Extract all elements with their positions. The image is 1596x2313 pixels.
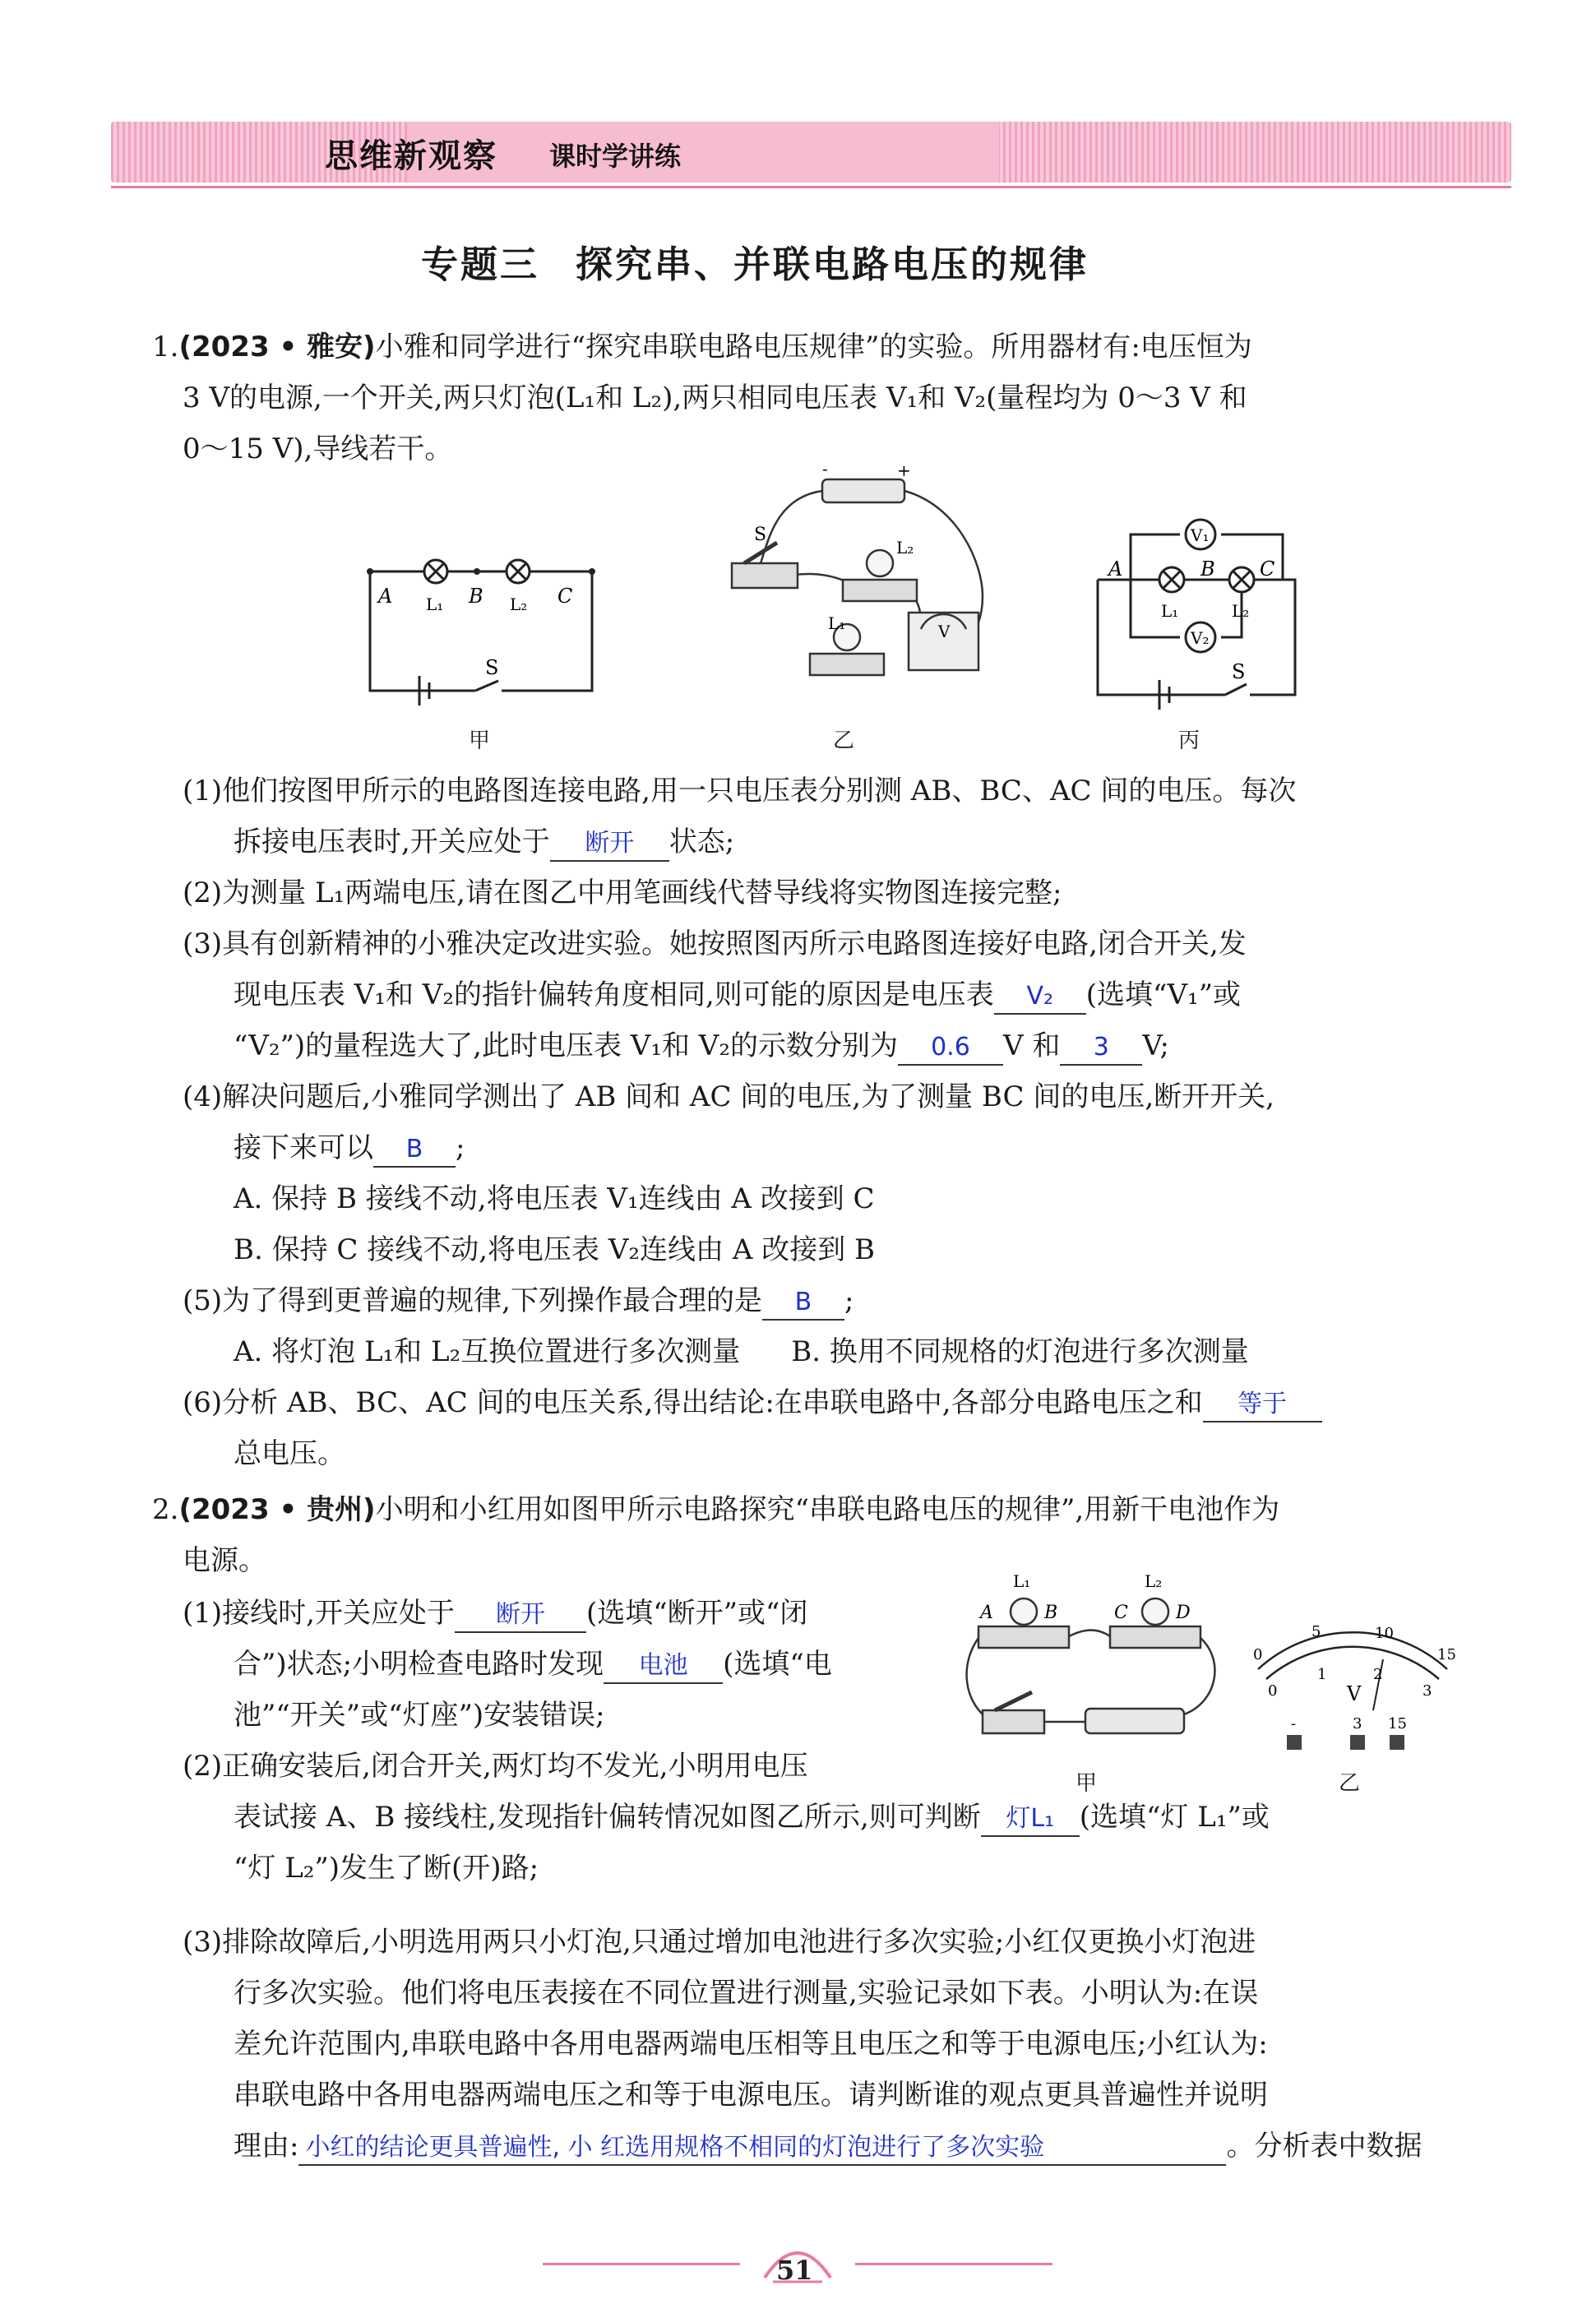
lower-scale-1: 1 bbox=[1317, 1666, 1327, 1683]
q2-part3-line3: 差允许范围内,串联电路中各用电器两端电压相等且电压之和等于电源电压;小红认为: bbox=[234, 2028, 1268, 2061]
terminal-minus: - bbox=[1291, 1715, 1297, 1732]
q1-part5 bbox=[183, 1283, 854, 1321]
label-b: B bbox=[1200, 557, 1215, 581]
q2-part1-text: (1)接线时,开关应处于 bbox=[183, 1597, 455, 1630]
lamp-l2-base bbox=[843, 580, 917, 601]
q1-part6-answer: 等于 bbox=[1203, 1388, 1322, 1422]
q1-part5-answer: B bbox=[762, 1286, 844, 1321]
q2-figure-yi bbox=[1242, 1612, 1464, 1760]
footer-rule-right bbox=[855, 2263, 1052, 2265]
lamp-l1-base bbox=[810, 654, 884, 675]
q1-part3-answer3: 3 bbox=[1060, 1031, 1142, 1066]
terminal-3-post bbox=[1350, 1735, 1365, 1750]
voltmeter-v: V bbox=[938, 622, 951, 641]
q2-part1-line3: 池”“开关”或“灯座”)安装错误; bbox=[234, 1699, 605, 1732]
q2-figure-jia bbox=[962, 1571, 1233, 1776]
node-a bbox=[367, 568, 373, 575]
q1-part3-unit1: V 和 bbox=[1002, 1029, 1061, 1062]
lamp-l1-bulb bbox=[1011, 1598, 1037, 1625]
q1-part3-line3 bbox=[234, 1028, 1169, 1066]
q2-part2-choice: (选填“灯 L₁”或 bbox=[1079, 1801, 1270, 1834]
terminal-15-post bbox=[1390, 1735, 1404, 1750]
q1-part4-tail: ; bbox=[456, 1131, 465, 1164]
q1-part5-tail: ; bbox=[844, 1284, 854, 1317]
battery-minus: - bbox=[822, 465, 828, 479]
q1-figure-bing bbox=[1085, 502, 1340, 740]
topic-heading bbox=[421, 234, 1089, 288]
q1-part1-line2 bbox=[234, 824, 734, 862]
q1-part3-line1: (3)具有创新精神的小雅决定改进实验。她按照图丙所示电路图连接好电路,闭合开关,发 bbox=[183, 928, 1247, 960]
q2-number: 2. bbox=[152, 1493, 179, 1526]
label-l1: L₁ bbox=[828, 613, 846, 633]
unit-v: V bbox=[1347, 1682, 1362, 1705]
label-d: D bbox=[1176, 1603, 1191, 1623]
header-rule bbox=[111, 186, 1511, 188]
q1-part4-option-a: A. 保持 B 接线不动,将电压表 V₁连线由 A 改接到 C bbox=[234, 1182, 875, 1215]
lamp-l1-base bbox=[978, 1626, 1069, 1648]
switch-lever bbox=[995, 1692, 1032, 1710]
q1-part2: (2)为测量 L₁两端电压,请在图乙中用笔画线代替导线将实物图连接完整; bbox=[183, 877, 1062, 909]
label-b: B bbox=[469, 585, 483, 608]
q1-part4-line2 bbox=[234, 1130, 465, 1168]
upper-scale-0: 0 bbox=[1253, 1646, 1263, 1663]
switch-symbol bbox=[475, 681, 498, 691]
q2-part1-line2 bbox=[234, 1646, 832, 1684]
q2-part1-line1 bbox=[183, 1595, 807, 1633]
q2-part2-text: 表试接 A、B 接线柱,发现指针偏转情况如图乙所示,则可判断 bbox=[234, 1801, 981, 1834]
wire-left bbox=[967, 1638, 983, 1714]
q1-stem-line2: 3 V的电源,一个开关,两只灯泡(L₁和 L₂),两只相同电压表 V₁和 V₂(量程均为 0～3 V 和 bbox=[183, 382, 1247, 414]
label-l1: L₁ bbox=[1161, 601, 1179, 621]
q2-part2-line2 bbox=[234, 1799, 1270, 1837]
q1-part6-line1 bbox=[183, 1385, 1322, 1422]
label-s: S bbox=[1232, 660, 1246, 683]
battery-plus: + bbox=[897, 465, 911, 480]
switch-base bbox=[983, 1710, 1044, 1733]
q1-part3-choice: (选填“V₁”或 bbox=[1085, 978, 1242, 1011]
page-number: 51 bbox=[776, 2255, 813, 2286]
upper-scale-10: 10 bbox=[1375, 1625, 1394, 1642]
upper-scale-15: 15 bbox=[1437, 1646, 1456, 1663]
q2-part3-line1: (3)排除故障后,小明选用两只小灯泡,只通过增加电池进行多次实验;小红仅更换小灯泡进 bbox=[183, 1926, 1256, 1959]
q1-number: 1. bbox=[152, 331, 179, 363]
q1-figure-jia-label: 甲 bbox=[469, 729, 491, 753]
q1-source: (2023 • 雅安) bbox=[178, 331, 376, 363]
label-b: B bbox=[1044, 1603, 1058, 1623]
header-subtitle: 课时学讲练 bbox=[549, 141, 682, 172]
q1-stem-text1: 小雅和同学进行“探究串联电路电压规律”的实验。所用器材有:电压恒为 bbox=[375, 331, 1252, 363]
switch-symbol bbox=[1225, 684, 1247, 695]
lamp-l2-bulb bbox=[1142, 1598, 1168, 1625]
q1-stem-line3: 0～15 V),导线若干。 bbox=[183, 433, 453, 465]
header-title: 思维新观察 bbox=[325, 137, 497, 175]
battery-holder bbox=[822, 479, 904, 502]
q2-stem-line2: 电源。 bbox=[183, 1544, 266, 1577]
q1-part1-tail: 状态; bbox=[668, 826, 735, 858]
label-s: S bbox=[754, 525, 767, 545]
terminals bbox=[1287, 1735, 1404, 1750]
q1-part4-answer: B bbox=[373, 1133, 456, 1168]
label-c: C bbox=[557, 585, 573, 608]
q1-figure-yi bbox=[711, 465, 1015, 703]
q2-part3-line4: 串联电路中各用电器两端电压之和等于电源电压。请判断谁的观点更具普遍性并说明 bbox=[234, 2079, 1268, 2112]
q1-part3-line2 bbox=[234, 977, 1241, 1015]
q1-part5-options bbox=[234, 1334, 1249, 1370]
node-c bbox=[589, 568, 595, 575]
dial-arc-inner bbox=[1266, 1647, 1439, 1679]
q1-part3-text2: “V₂”)的量程选大了,此时电压表 V₁和 V₂的示数分别为 bbox=[234, 1029, 898, 1062]
q2-part1-text2: 合”)状态;小明检查电路时发现 bbox=[234, 1648, 604, 1681]
q1-part6-line2: 总电压。 bbox=[234, 1437, 345, 1470]
q2-part1-choice2: (选填“电 bbox=[723, 1648, 832, 1681]
label-a: A bbox=[1108, 557, 1123, 581]
lamp-l2-bulb bbox=[867, 550, 893, 576]
q2-part3-tail: 。分析表中数据 bbox=[1226, 2130, 1423, 2163]
q1-part4-line1: (4)解决问题后,小雅同学测出了 AB 间和 AC 间的电压,为了测量 BC 间的电压,断开开关, bbox=[183, 1080, 1274, 1113]
q2-stem-text1: 小明和小红用如图甲所示电路探究“串联电路电压的规律”,用新干电池作为 bbox=[375, 1493, 1280, 1526]
lower-scale-3: 3 bbox=[1423, 1682, 1432, 1700]
q2-source: (2023 • 贵州) bbox=[178, 1493, 376, 1526]
q1-part3-answer2: 0.6 bbox=[898, 1031, 1003, 1066]
q2-part2-line3: “灯 L₂”)发生了断(开)路; bbox=[234, 1852, 539, 1885]
label-l1: L₁ bbox=[426, 594, 444, 614]
wire-right bbox=[1184, 1638, 1214, 1714]
terminal-3: 3 bbox=[1353, 1715, 1362, 1732]
q1-part5-option-b: B. 换用不同规格的灯泡进行多次测量 bbox=[791, 1335, 1249, 1368]
wire-1 bbox=[761, 491, 822, 563]
lower-scale-2: 2 bbox=[1373, 1666, 1383, 1683]
label-a: A bbox=[980, 1603, 993, 1623]
q2-figure-yi-label: 乙 bbox=[1339, 1771, 1361, 1796]
topic-label: 专题三 bbox=[421, 243, 540, 286]
label-l2: L₂ bbox=[510, 594, 528, 614]
q2-part1-answer2: 电池 bbox=[604, 1649, 723, 1684]
q2-part2-line1: (2)正确安装后,闭合开关,两灯均不发光,小明用电压 bbox=[183, 1750, 808, 1783]
switch-base bbox=[732, 563, 798, 588]
terminal-minus-post bbox=[1287, 1735, 1302, 1750]
q2-part3-line5 bbox=[234, 2128, 1422, 2166]
header-banner bbox=[111, 122, 1511, 183]
terminal-15: 15 bbox=[1388, 1715, 1407, 1732]
q1-figure-bing-label: 丙 bbox=[1178, 729, 1200, 753]
q1-part3-text: 现电压表 V₁和 V₂的指针偏转角度相同,则可能的原因是电压表 bbox=[234, 978, 994, 1011]
q1-part1-text: 拆接电压表时,开关应处于 bbox=[234, 826, 550, 858]
q2-part1-answer1: 断开 bbox=[455, 1598, 586, 1633]
v2-branch bbox=[1131, 580, 1242, 637]
q1-part4-text: 接下来可以 bbox=[234, 1131, 373, 1164]
label-l2: L₂ bbox=[1232, 601, 1250, 621]
label-c: C bbox=[1260, 557, 1275, 581]
label-c: C bbox=[1114, 1603, 1128, 1623]
label-l1: L₁ bbox=[1013, 1571, 1031, 1591]
q1-part1-line1: (1)他们按图甲所示的电路图连接电路,用一只电压表分别测 AB、BC、AC 间的电压。每次 bbox=[183, 775, 1297, 807]
lamp-l2-base bbox=[1110, 1626, 1200, 1648]
wire-lamps bbox=[1069, 1631, 1110, 1637]
battery-holder bbox=[1085, 1709, 1184, 1733]
q1-part3-unit2: V; bbox=[1142, 1029, 1169, 1062]
q1-part1-answer: 断开 bbox=[550, 827, 669, 862]
q2-part2-answer: 灯L₁ bbox=[981, 1802, 1080, 1837]
q1-part3-answer1: V₂ bbox=[994, 980, 1086, 1015]
topic-title: 探究串、并联电路电压的规律 bbox=[576, 243, 1089, 286]
q1-part5-text: (5)为了得到更普遍的规律,下列操作最合理的是 bbox=[183, 1284, 762, 1317]
q1-part6-text: (6)分析 AB、BC、AC 间的电压关系,得出结论:在串联电路中,各部分电路电压之和 bbox=[183, 1386, 1203, 1419]
node-b bbox=[474, 568, 480, 575]
q2-figure-jia-label: 甲 bbox=[1076, 1771, 1098, 1796]
q2-part3-line2: 行多次实验。他们将电压表接在不同位置进行测量,实验记录如下表。小明认为:在误 bbox=[234, 1977, 1259, 2010]
label-l2: L₂ bbox=[1145, 1571, 1163, 1591]
q1-part5-option-a: A. 将灯泡 L₁和 L₂互换位置进行多次测量 bbox=[234, 1335, 741, 1368]
q1-stem-line1 bbox=[152, 329, 1252, 365]
footer-rule-left bbox=[543, 2263, 740, 2265]
label-v1: V₁ bbox=[1191, 525, 1210, 545]
q1-figure-jia bbox=[354, 543, 608, 740]
q2-part3-answer: 小红的结论更具普遍性, 小 红选用规格不相同的灯泡进行了多次实验 bbox=[298, 2131, 1226, 2166]
label-l2: L₂ bbox=[896, 538, 914, 557]
label-s: S bbox=[485, 656, 499, 679]
label-v2: V₂ bbox=[1191, 628, 1210, 648]
q1-part4-option-b: B. 保持 C 接线不动,将电压表 V₂连线由 A 改接到 B bbox=[234, 1233, 875, 1266]
lower-scale-0: 0 bbox=[1268, 1682, 1278, 1700]
q2-stem-line1 bbox=[152, 1492, 1279, 1528]
q1-figure-yi-label: 乙 bbox=[833, 729, 855, 753]
q2-part1-choice: (选填“断开”或“闭 bbox=[585, 1597, 808, 1630]
label-a: A bbox=[378, 585, 393, 608]
upper-scale-5: 5 bbox=[1311, 1623, 1321, 1640]
q2-part3-text: 理由: bbox=[234, 2130, 299, 2163]
